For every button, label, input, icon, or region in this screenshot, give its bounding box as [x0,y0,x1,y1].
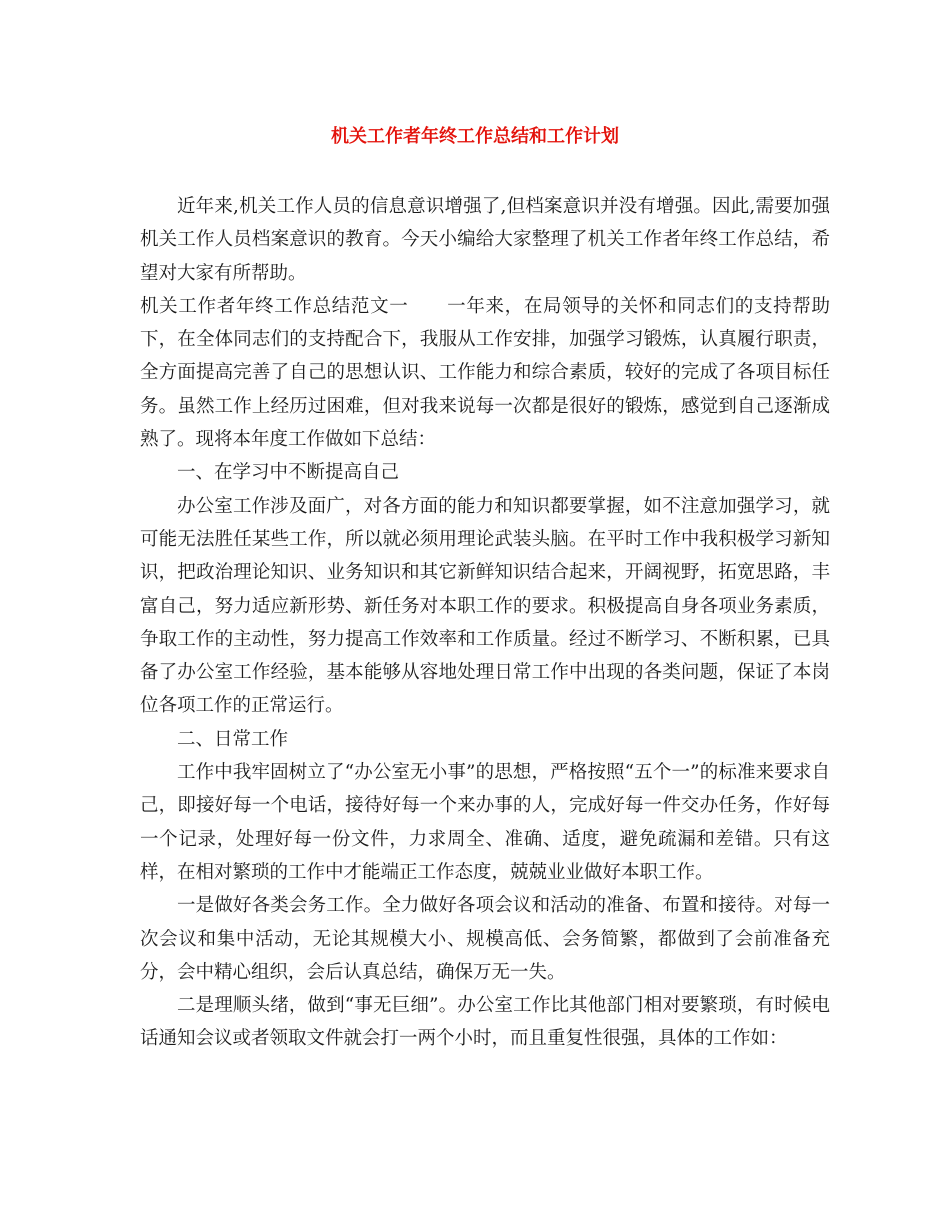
section1-heading: 一、在学习中不断提高自己 [177,462,400,484]
intro-paragraph: 近年来,机关工作人员的信息意识增强了,但档案意识并没有增强。因此,需要加强机关工作人员档案意识的教育。今天小编给大家整理了机关工作者年终工作总结，希望对大家有所帮助。 [140,196,830,284]
point2-paragraph: 二是理顺头绪，做到“事无巨细”。办公室工作比其他部门相对要繁琐，有时候电话通知会议或者领取文件就会打一两个小时，而且重复性很强，具体的工作如： [140,995,830,1050]
sample-heading: 机关工作者年终工作总结范文一 [140,295,409,317]
sample-paragraph [140,290,830,456]
document-body [140,190,830,1056]
section1-paragraph: 办公室工作涉及面广，对各方面的能力和知识都要掌握，如不注意加强学习，就可能无法胜任某些工作，所以就必须用理论武装头脑。在平时工作中我积极学习新知识，把政治理论知识、业务知识和其它新鲜知识结合起来，开阔视野，拓宽思路，丰富自己，努力适应新形势、新任务对本职工作的要求。积极提高自身各项业务素质，争取工作的主动性，努力提高工作效率和工作质量。经过不断学习、不断积累，已具备了办公室工作经验，基本能够从容地处理日常工作中出现的各类问题，保证了本岗位各项工作的正常运行。 [140,495,830,717]
section2-paragraph: 工作中我牢固树立了“办公室无小事”的思想，严格按照“五个一”的标准来要求自己，即接好每一个电话，接待好每一个来办事的人，完成好每一件交办任务，作好每一个记录，处理好每一份文件，力求周全、准确、适度，避免疏漏和差错。只有这样，在相对繁琐的工作中才能端正工作态度，兢兢业业做好本职工作。 [140,762,830,883]
point1-paragraph: 一是做好各类会务工作。全力做好各项会议和活动的准备、布置和接待。对每一次会议和集中活动，无论其规模大小、规模高低、会务简繁，都做到了会前准备充分，会中精心组织，会后认真总结，确保万无一失。 [140,895,830,983]
sample-opening: 一年来，在局领导的关怀和同志们的支持帮助下，在全体同志们的支持配合下，我服从工作安排，加强学习锻炼，认真履行职责，全方面提高完善了自己的思想认识、工作能力和综合素质，较好的完成了各项目标任务。虽然工作上经历过困难，但对我来说每一次都是很好的锻炼，感觉到自己逐渐成熟了。现将本年度工作做如下总结： [140,295,830,451]
section2-heading: 二、日常工作 [177,728,289,750]
document-title: 机关工作者年终工作总结和工作计划 [331,126,619,147]
